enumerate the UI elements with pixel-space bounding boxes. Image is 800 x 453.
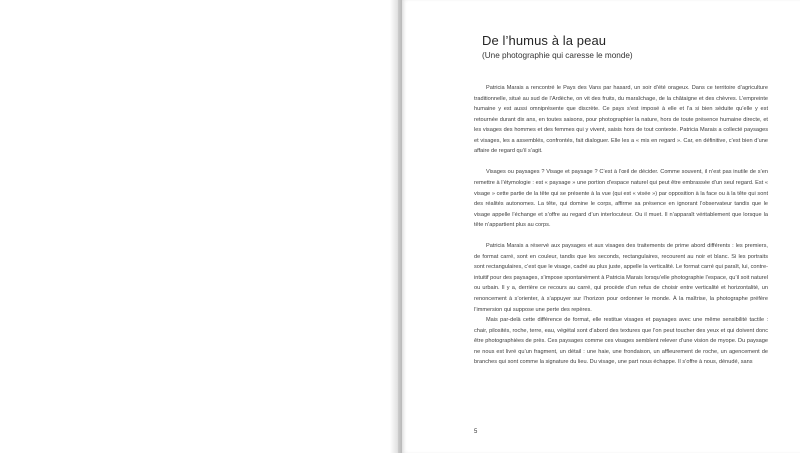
body-text: [474, 83, 768, 368]
right-page: [402, 0, 800, 453]
paragraph-3: Patricia Marais a réservé aux paysages et aux visages des traitements de prime abord différents : les premiers, de format carré, sont en couleur, tandis que les seconds, rectangulaires, recourent au noir et blanc. Si les portraits sont rectangulaires, c’est que le visage, cadré au plus juste, appelle la verticalité. Le format carré qui paraît, lui, contre-intuitif pour des paysages, s’impose spontanément à Patricia Marais lorsqu’elle photographie l’espace, qu’il soit naturel ou urbain. Il y a, derrière ce recours au carré, qui procède d’un refus de choisir entre verticalité et horizontalité, un renoncement à s’orienter, à s’appuyer sur l’horizon pour ordonner le monde. À la maîtrise, la photographe préfère l’immersion qui suppose une perte des repères.: [474, 243, 768, 313]
paragraph-1: Patricia Marais a rencontré le Pays des Vans par hasard, un soir d’été orageux. Dans ce territoire d’agriculture traditionnelle, situé au sud de l’Ardèche, on vit des fruits, du maraîchage, de la châtaigne et des chèvres. L’empreinte humaine y est aussi omniprésente que discrète. Ce pays s’est imposé à elle et l’a si bien séduite qu’elle y est retournée durant dix ans, en toutes saisons, pour photographier la nature, hors de toute présence humaine directe, et les visages des hommes et des femmes qui y vivent, saisis hors de tout contexte. Patricia Marais a collecté paysages et visages, les a assemblés, confrontés, fait dialoguer. Elle les a « mis en regard ». Car, en définitive, c’est bien d’une affaire de regard qu’il s’agit.: [474, 85, 768, 155]
book-gutter: [390, 0, 402, 453]
paragraph-2: Visages ou paysages ? Visage et paysage ? C’est à l’œil de décider. Comme souvent, il n’est pas inutile de s’en remettre à l’étymologie : est « paysage » une portion d’espace naturel qui peut être embrassée d’un seul regard. Est « visage » cette partie de la tête qui se présente à la vue (qui est « visée ») par opposition à la face ou à la tête qui sont des réalités autonomes. La tête, qui domine le corps, affirme sa présence en ignorant l’observateur tandis que le visage appelle l’échange et s’offre au regard d’un interlocuteur. Ou il muet. Il n’apparaît véritablement que lorsque la tête n’appartient plus au corps.: [474, 169, 768, 229]
page-title: De l’humus à la peau: [482, 33, 607, 48]
paragraph-4: Mais par-delà cette différence de format, elle restitue visages et paysages avec une même sensibilité tactile : chair, pilosités, roche, terre, eau, végétal sont d’abord des textures que l’on peut toucher des yeux et qui doivent donc être photographiées de près. Ces paysages comme ces visages semblent relever d’une vision de myope. Du paysage ne nous est livré qu’un fragment, un détail : une haie, une frondaison, un affleurement de roche, un agencement de branches qui sont comme la signature du lieu. Du visage, une part nous échappe. Il s’offre à nous, dénudé, sans: [474, 317, 768, 366]
page-number: 5: [474, 429, 478, 435]
left-page-blank: [0, 0, 398, 453]
page-subtitle: (Une photographie qui caresse le monde): [482, 51, 633, 60]
